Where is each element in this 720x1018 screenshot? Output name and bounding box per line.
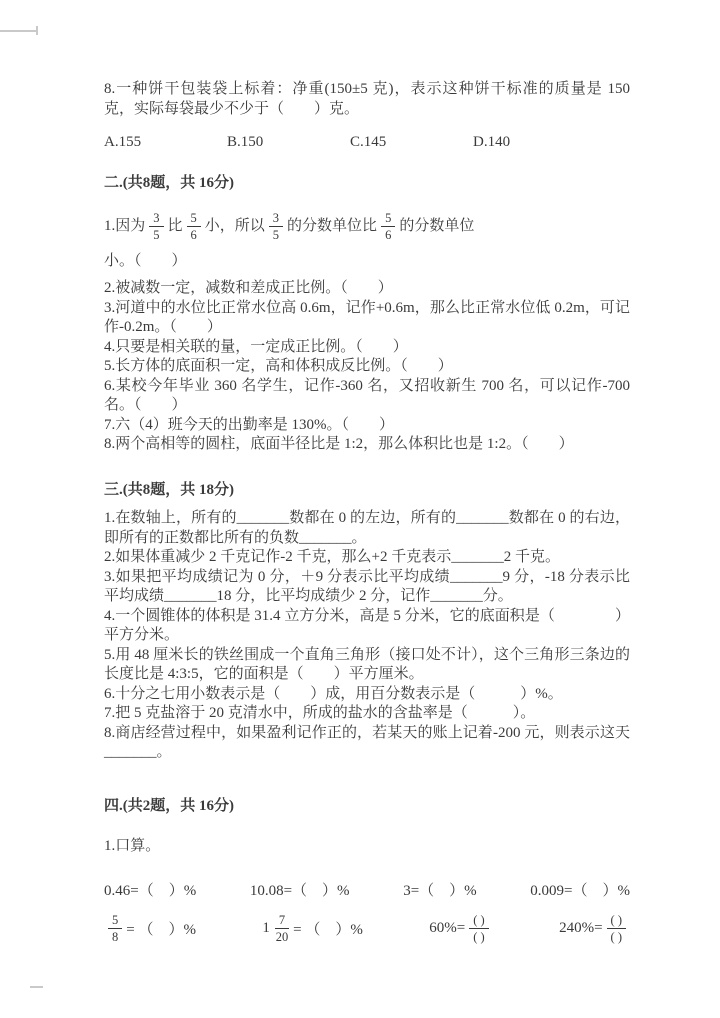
tf-question-7: 7.六（4）班今天的出勤率是 130%。（ ）	[104, 416, 394, 433]
tf-question-3: 3.河道中的水位比正常水位高 0.6m，记作+0.6m，那么比正常水位低 0.2m，可记作-0.2m。（ ）	[104, 299, 630, 335]
tf-question-list	[104, 279, 630, 455]
fb-question-1: 1.在数轴上，所有的_______数都在 0 的左边，所有的_______数都在 0 的右边，即所有的正数都比所有的负数_______。	[104, 510, 630, 546]
fb-question-3: 3.如果把平均成绩记为 0 分，＋9 分表示比平均成绩_______9 分，-18 分表示比平均成绩_______18 分，比平均成绩少 2 分，记作_______分。	[104, 568, 630, 604]
calc-item-2: 10.08=（ ）%	[249, 882, 350, 899]
fb-question-6: 6.十分之七用小数表示是（ ）成，用百分数表示是（ ）%。	[104, 685, 563, 702]
scan-edge-mark-bottom	[30, 986, 43, 988]
calc-item-4: 0.009=（ ）%	[530, 882, 630, 899]
fraction: $\frac{5}{6}$	[381, 211, 395, 243]
tf-question-6: 6.某校今年毕业 360 名学生，记作-360 名，又招收新生 700 名，可以记作-700名。（ ）	[104, 377, 630, 413]
oral-calc-row-2	[104, 912, 630, 946]
calc-item-5: $\frac{5}{8}$ = （ ）%	[104, 913, 196, 945]
oral-calc-label: 1.口算。	[104, 838, 161, 854]
calc-item-8: 240%= $\frac{( )}{( )}$	[559, 913, 630, 945]
fb-question-7: 7.把 5 克盐溶于 20 克清水中，所成的盐水的含盐率是（ ）。	[104, 705, 536, 721]
fb-question-4: 4.一个圆锥体的体积是 31.4 立方分米，高是 5 分米，它的底面积是（ ）平方分米。	[104, 607, 630, 643]
tf-question-8: 8.两个高相等的圆柱，底面半径比是 1:2，那么体积比也是 1:2。（ ）	[104, 436, 574, 452]
fill-blank-question-list	[104, 509, 630, 763]
mixed-number: 1 $\frac{7}{20}$	[262, 912, 289, 944]
tf-question-1: 1.因为 $\frac{3}{5}$ 比 $\frac{5}{6}$ 小，所以 $\frac{3}{5}$ 的分数单位比 $\frac{5}{6}$ 的分数单位	[104, 210, 475, 242]
calc-item-7: 60%= $\frac{( )}{( )}$	[429, 913, 492, 945]
fraction: $\frac{3}{5}$	[269, 211, 283, 243]
choice-d: D.140	[473, 134, 511, 150]
choice-b: B.150	[227, 134, 264, 150]
section-4-title: 四.(共2题，共 16分)	[104, 797, 234, 814]
fraction: $\frac{3}{5}$	[149, 211, 163, 243]
question-8-choices	[104, 134, 630, 151]
section-2-true-false	[104, 174, 630, 455]
scan-edge-mark-top	[0, 30, 37, 32]
fb-question-8: 8.商店经营过程中，如果盈利记作正的，若某天的账上记着-200 元，则表示这天_______。	[104, 724, 630, 760]
tf-question-1-tail: 小。（ ）	[104, 252, 187, 269]
fb-question-5: 5.用 48 厘米长的铁丝围成一个直角三角形（接口处不计），这个三角形三条边的长度比是 4:3:5，它的面积是（ ）平方厘米。	[104, 646, 630, 682]
fraction: $\frac{( )}{( )}$	[469, 913, 488, 945]
calc-item-1: 0.46=（ ）%	[104, 882, 197, 899]
choice-c: C.145	[350, 134, 387, 150]
tf-question-4: 4.只要是相关联的量，一定成正比例。（ ）	[104, 338, 408, 355]
section-2-title: 二.(共8题，共 16分)	[104, 175, 234, 191]
scan-edge-mark-top-vertical	[36, 26, 38, 35]
fraction: $\frac{5}{8}$	[108, 913, 122, 945]
calc-item-3: 3=（ ）%	[403, 882, 477, 899]
fraction: $\frac{5}{6}$	[187, 211, 201, 243]
tf-question-2: 2.被减数一定，减数和差成正比例。（ ）	[104, 280, 393, 296]
calc-item-6: 1 $\frac{7}{20}$ = （ ）%	[262, 912, 363, 944]
fraction: $\frac{( )}{( )}$	[607, 913, 626, 945]
question-8-text: 8.一种饼干包装袋上标着：净重(150±5 克)，表示这种饼干标准的质量是 150 克，实际每袋最少不少于（ ）克。	[104, 81, 630, 117]
oral-calc-row-1	[104, 879, 630, 900]
fraction: $\frac{7}{20}$	[275, 912, 289, 944]
section-3-fill-blank	[104, 481, 630, 763]
section-4-calculation	[104, 797, 630, 946]
multiple-choice-question-8	[104, 80, 630, 151]
tf-question-5: 5.长方体的底面积一定，高和体积成反比例。（ ）	[104, 358, 453, 374]
fb-question-2: 2.如果体重减少 2 千克记作-2 千克，那么+2 千克表示_______2 千克。	[104, 549, 560, 565]
section-3-title: 三.(共8题，共 18分)	[104, 481, 234, 498]
choice-a: A.155	[104, 134, 142, 150]
